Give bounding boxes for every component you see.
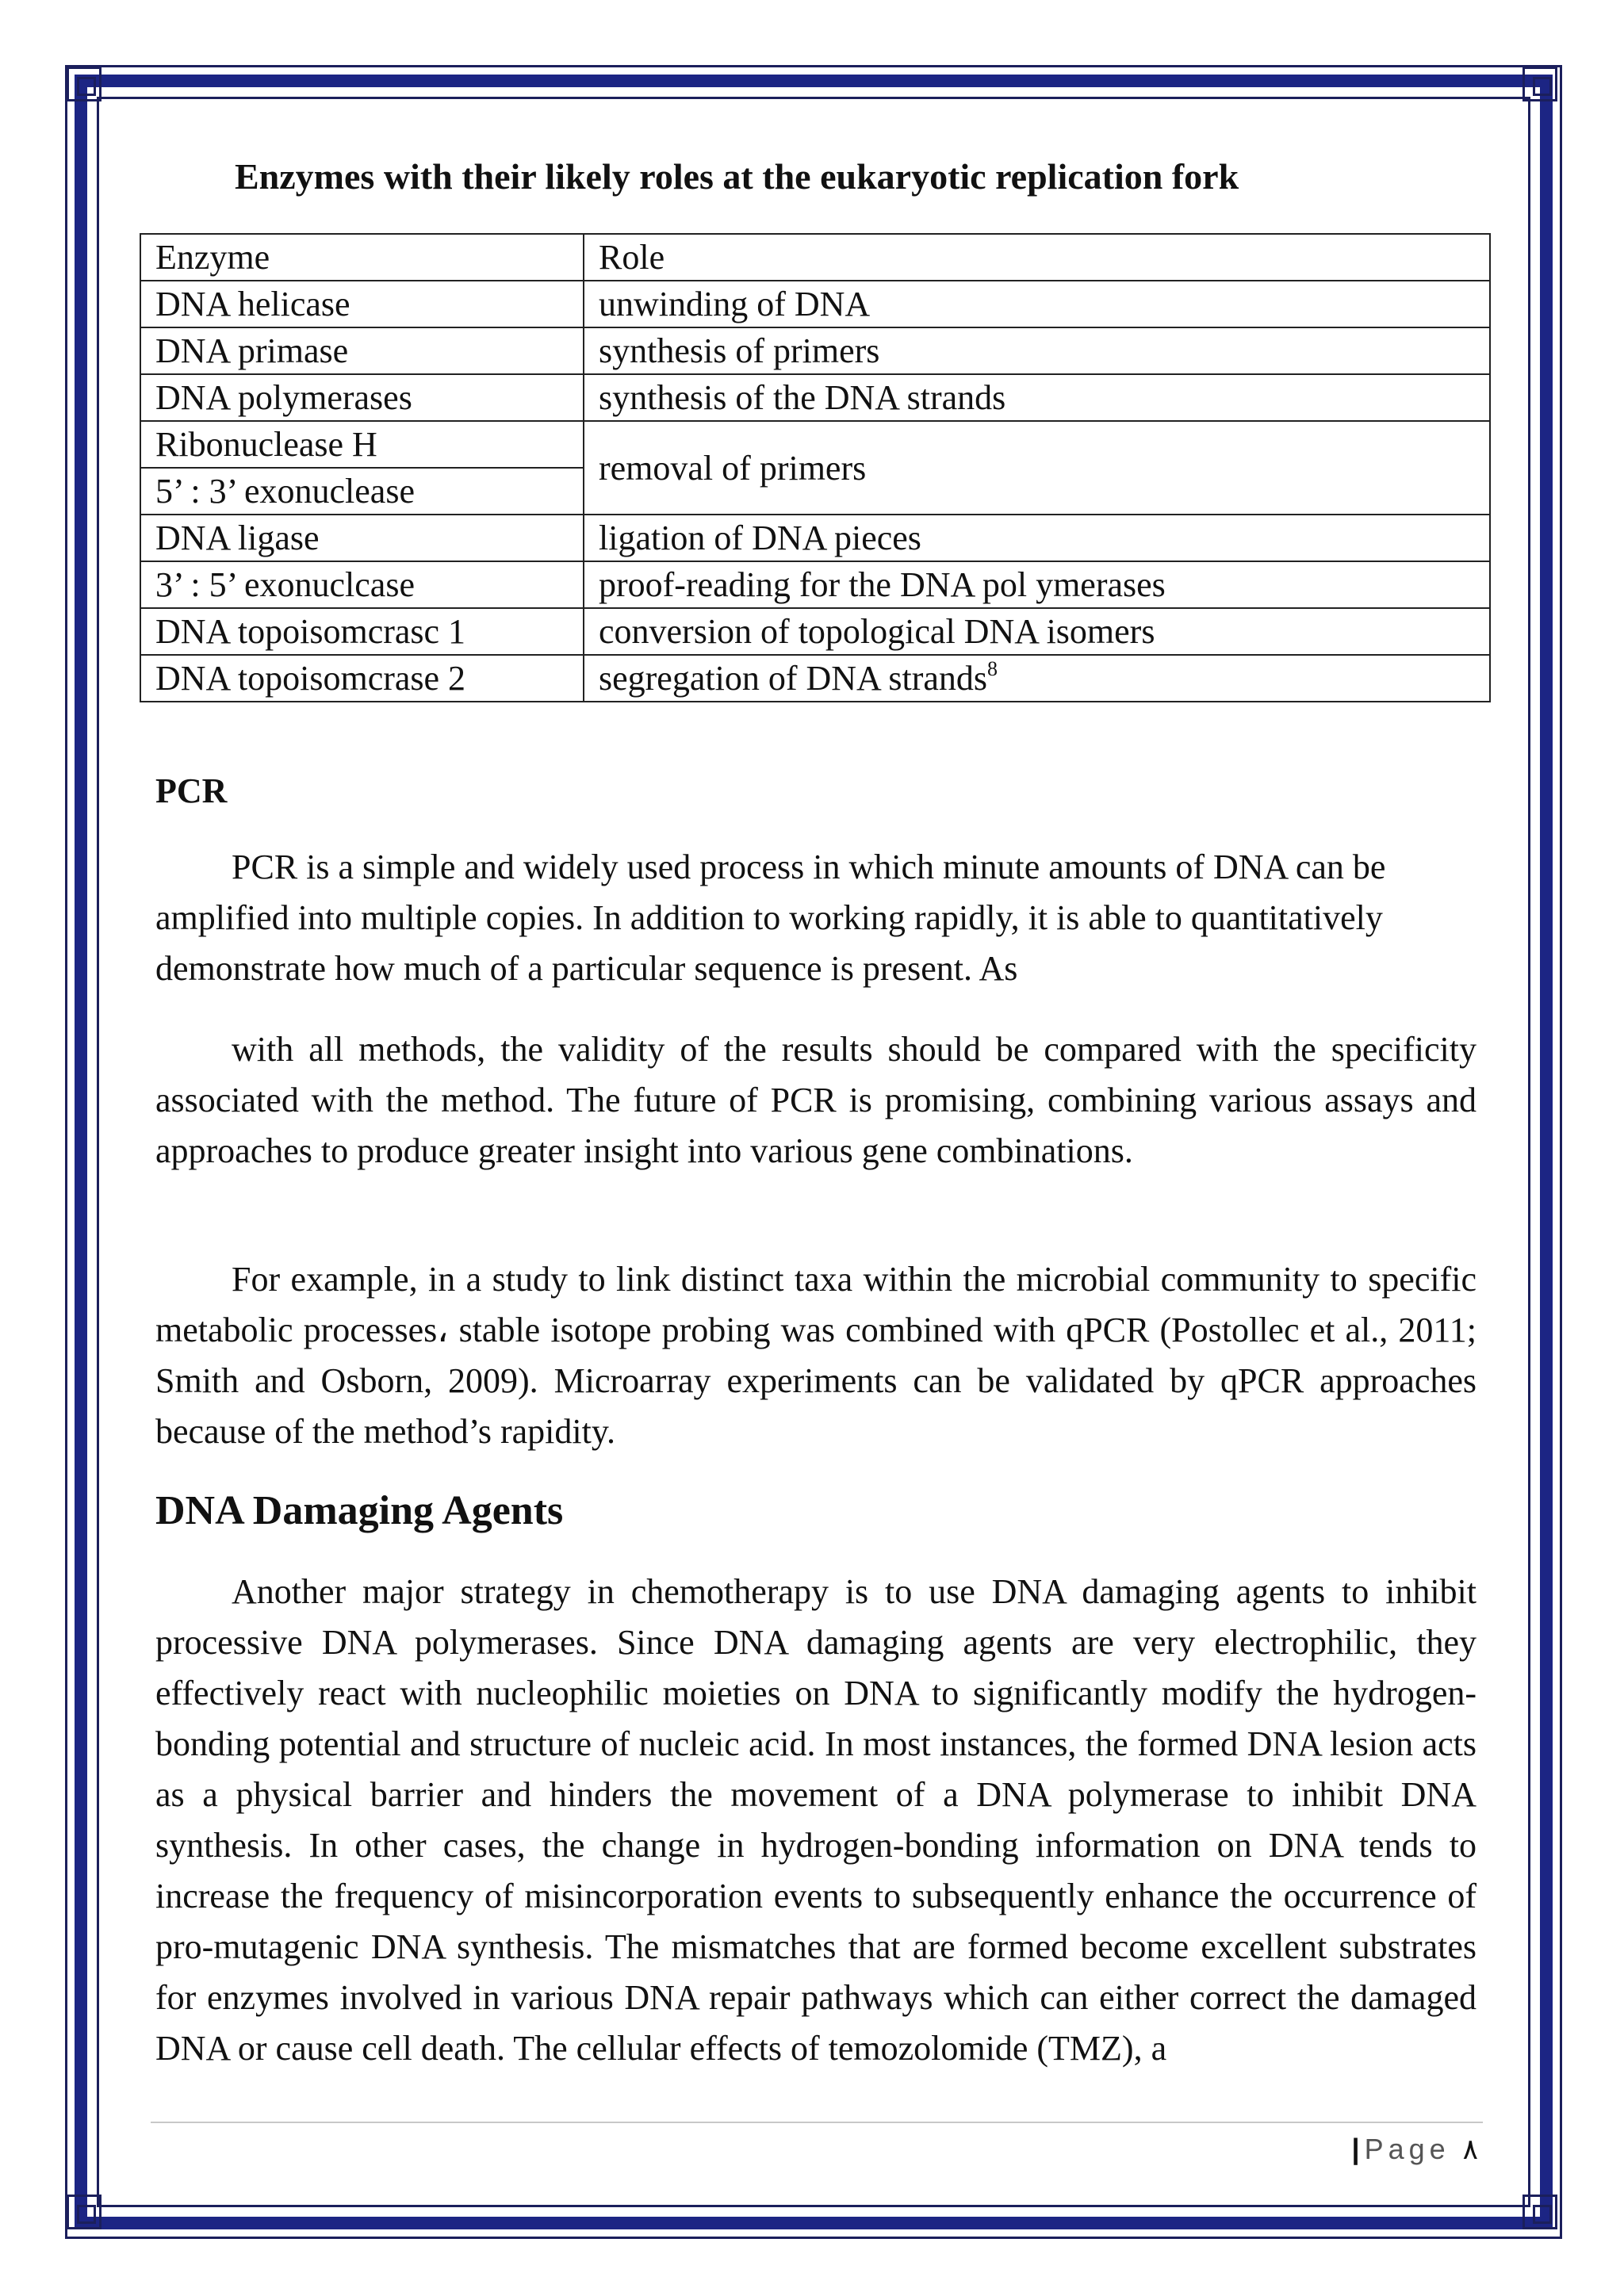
page-number: ٨ [1462,2133,1478,2165]
border-corner-ornament [67,67,102,101]
enzyme-cell: 3’ : 5’ exonuclcase [140,561,584,608]
table-row [140,374,1490,421]
table-title: Enzymes with their likely roles at the eukaryotic replication fork [235,156,1239,197]
section-heading-dna-damaging-agents: DNA Damaging Agents [155,1488,564,1533]
border-corner-ornament [1522,67,1557,101]
role-cell: unwinding of DNA [584,281,1490,327]
role-cell [584,655,1490,702]
role-cell: synthesis of primers [584,327,1490,374]
section-heading-pcr: PCR [155,771,228,810]
enzyme-cell: DNA primase [140,327,584,374]
table-row [140,655,1490,702]
enzyme-cell: DNA polymerases [140,374,584,421]
page-footer [1351,2133,1478,2166]
footnote-marker: 8 [987,657,998,680]
role-cell: ligation of DNA pieces [584,515,1490,561]
table-row [140,608,1490,655]
header-cell-role: Role [584,234,1490,281]
enzyme-cell: DNA topoisomcrasc 1 [140,608,584,655]
table-row [140,327,1490,374]
enzyme-cell: DNA ligase [140,515,584,561]
paragraph: with all methods, the validity of the results should be compared with the specificity associated with the method. The future of PCR is promising, combining various assays and approaches to produce greater insight into various gene combinations. [155,1030,1477,1170]
enzyme-cell: DNA topoisomcrase 2 [140,655,584,702]
paragraph: PCR is a simple and widely used process in which minute amounts of DNA can be amplified into multiple copies. In addition to working rapidly, it is able to quantitatively demonstrate how much of a particular sequence is present. As [155,848,1386,988]
header-cell-enzyme: Enzyme [140,234,584,281]
paragraph: Another major strategy in chemotherapy is to use DNA damaging agents to inhibit processive DNA polymerases. Since DNA damaging agents are very electrophilic, they effectively react with nucleophilic moieties on DNA to significantly modify the hydrogen-bonding potential and structure of nucleic acid. In most instances, the formed DNA lesion acts as a physical barrier and hinders the movement of a DNA polymerase to inhibit DNA synthesis. In other cases, the change in hydrogen-bonding information on DNA tends to increase the frequency of misincorporation events to subsequently enhance the occurrence of pro-mutagenic DNA synthesis. The mismatches that are formed become excellent substrates for enzymes involved in various DNA repair pathways which can either correct the damaged DNA or cause cell death. The cellular effects of temozolomide (TMZ), a [155,1572,1477,2068]
border-corner-ornament [1522,2195,1557,2229]
enzyme-cell: DNA helicase [140,281,584,327]
enzyme-cell: Ribonuclease H [140,421,584,468]
table-header-row [140,234,1490,281]
border-corner-ornament [67,2195,102,2229]
role-cell: conversion of topological DNA isomers [584,608,1490,655]
table-row [140,281,1490,327]
table-row [140,515,1490,561]
enzyme-table [140,233,1491,702]
table-row [140,561,1490,608]
role-cell: proof-reading for the DNA pol ymerases [584,561,1490,608]
table-row [140,421,1490,468]
role-cell-merged: removal of primers [584,421,1490,515]
footer-bar: | [1351,2133,1360,2165]
role-cell: synthesis of the DNA strands [584,374,1490,421]
footer-divider [151,2122,1483,2123]
paragraph: For example, in a study to link distinct taxa within the microbial community to specific metabolic processes، stable isotope probing was combined with qPCR (Postollec et al., 2011; Smith and Osborn, 2009). Microarray experiments can be validated by qPCR approaches because of the method’s rapidity. [155,1260,1477,1451]
enzyme-cell: 5’ : 3’ exonuclease [140,468,584,515]
role-text: segregation of DNA strands [599,659,988,698]
footer-page-label: Page [1364,2133,1450,2165]
